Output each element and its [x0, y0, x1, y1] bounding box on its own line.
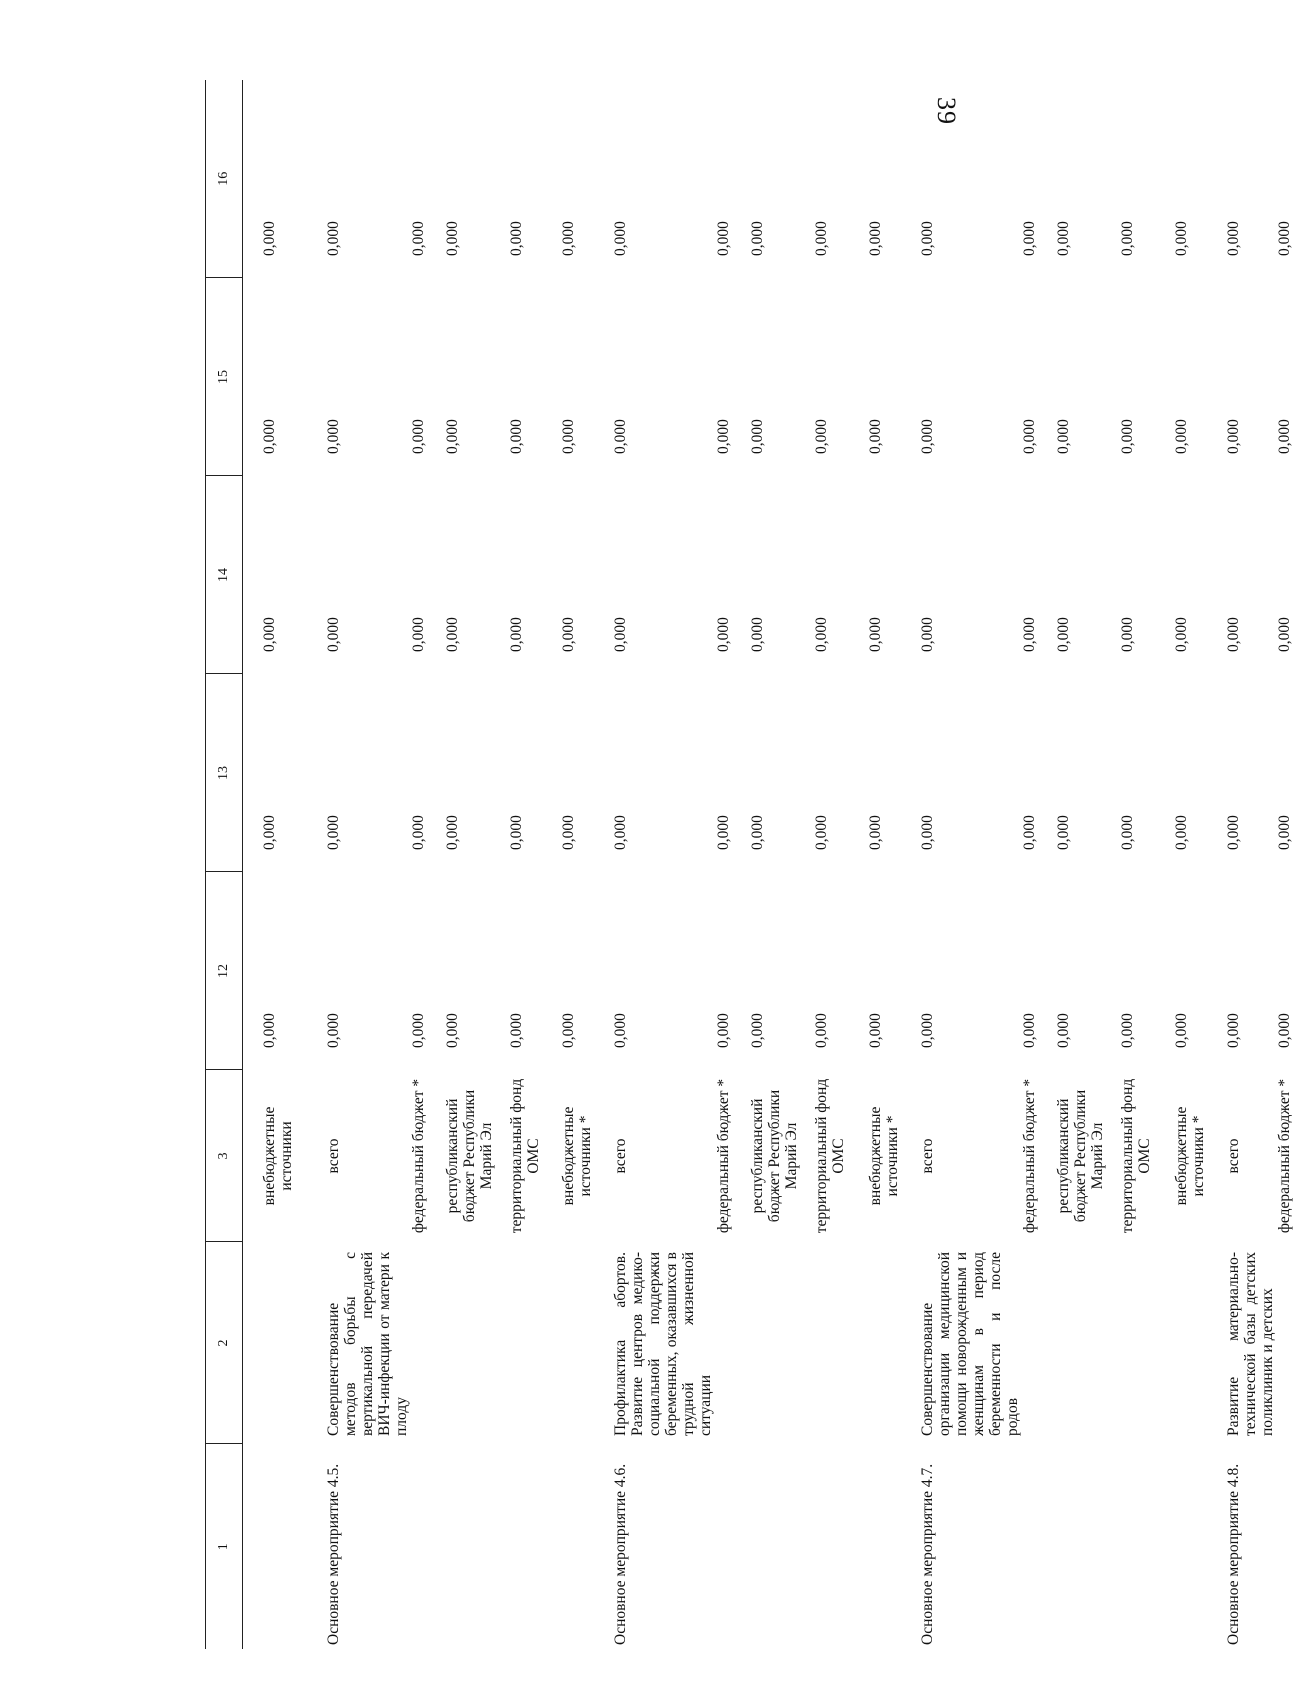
value-cell: 0,000	[1224, 815, 1242, 850]
activity-cell	[410, 1444, 444, 1649]
value-cell: 0,000	[1275, 419, 1293, 454]
value-cell: 0,000	[444, 617, 462, 652]
value-cell: 0,000	[1172, 221, 1190, 256]
value-cell: 0,000	[1054, 815, 1072, 850]
value-cell: 0,000	[560, 419, 578, 454]
value-cell: 0,000	[261, 419, 278, 454]
value-cell: 0,000	[444, 221, 462, 256]
table-row	[560, 80, 612, 1649]
description-cell	[749, 1242, 813, 1444]
description-cell	[1119, 1242, 1173, 1444]
description-cell	[243, 1242, 326, 1444]
value-cell: 0,000	[1054, 221, 1072, 256]
value-cell: 0,000	[866, 221, 884, 256]
value-cell: 0,000	[444, 1013, 462, 1048]
funding-source-cell: республиканский бюджет Республики Марий Эл	[748, 1089, 800, 1223]
value-cell: 0,000	[325, 617, 342, 652]
value-cell: 0,000	[812, 617, 830, 652]
header-col-3: 3	[206, 1070, 243, 1242]
value-cell: 0,000	[748, 419, 766, 454]
table-row	[1225, 80, 1276, 1649]
value-cell: 0,000	[918, 617, 936, 652]
activity-cell	[715, 1444, 749, 1649]
value-cell: 0,000	[1224, 1013, 1242, 1048]
value-cell: 0,000	[1054, 617, 1072, 652]
value-cell: 0,000	[1020, 617, 1038, 652]
value-cell: 0,000	[812, 221, 830, 256]
value-cell: 0,000	[1224, 221, 1242, 256]
table-row	[444, 80, 508, 1649]
description-cell	[508, 1242, 560, 1444]
table-row	[1055, 80, 1119, 1649]
value-cell: 0,000	[1020, 419, 1038, 454]
value-cell: 0,000	[612, 1013, 630, 1048]
description-cell: Развитие материально-технической базы детских поликлиник и детских	[1224, 1252, 1276, 1436]
funding-source-cell: внебюджетные источники *	[560, 1106, 595, 1206]
funding-table	[205, 80, 1310, 1649]
value-cell: 0,000	[410, 221, 428, 256]
funding-source-cell: федеральный бюджет *	[1020, 1078, 1038, 1234]
table-row	[867, 80, 919, 1649]
value-cell: 0,000	[866, 1013, 884, 1048]
table-row	[243, 80, 326, 1649]
value-cell: 0,000	[714, 419, 732, 454]
funding-source-cell: республиканский бюджет Республики Марий Эл	[1054, 1089, 1106, 1223]
header-row	[206, 80, 243, 1649]
funding-source-cell: территориальный фонд ОМС	[1118, 1078, 1153, 1234]
activity-cell	[444, 1444, 508, 1649]
funding-source-cell: всего	[1224, 1138, 1242, 1174]
value-cell: 0,000	[1020, 221, 1038, 256]
value-cell: 0,000	[560, 221, 578, 256]
value-cell: 0,000	[1224, 419, 1242, 454]
funding-source-cell: всего	[325, 1138, 342, 1174]
table-row	[749, 80, 813, 1649]
value-cell: 0,000	[1275, 617, 1293, 652]
value-cell: 0,000	[508, 1013, 526, 1048]
table-row	[1276, 80, 1310, 1649]
value-cell: 0,000	[866, 815, 884, 850]
description-cell	[715, 1242, 749, 1444]
description-cell: Совершенствование методов борьбы с вертикальной передачей ВИЧ-инфекции от матери к плоду	[325, 1252, 411, 1436]
description-cell: Профилактика абортов. Развитие центров медико-социальной поддержки беременных, оказавшихся в трудной жизненной ситуации	[612, 1252, 715, 1436]
value-cell: 0,000	[714, 815, 732, 850]
funding-source-cell: территориальный фонд ОМС	[508, 1078, 543, 1234]
funding-source-cell: внебюджетные источники *	[866, 1106, 901, 1206]
value-cell: 0,000	[918, 419, 936, 454]
funding-source-cell: республиканский бюджет Республики Марий Эл	[444, 1089, 496, 1223]
value-cell: 0,000	[866, 419, 884, 454]
header-col-14: 14	[206, 476, 243, 674]
description-cell	[867, 1242, 919, 1444]
description-cell	[444, 1242, 508, 1444]
value-cell: 0,000	[1275, 1013, 1293, 1048]
activity-cell	[1173, 1444, 1225, 1649]
value-cell: 0,000	[918, 1013, 936, 1048]
header-col-15: 15	[206, 278, 243, 476]
activity-cell	[1276, 1444, 1310, 1649]
value-cell: 0,000	[261, 815, 278, 850]
value-cell: 0,000	[410, 815, 428, 850]
value-cell: 0,000	[508, 815, 526, 850]
activity-cell	[867, 1444, 919, 1649]
activity-cell	[560, 1444, 612, 1649]
value-cell: 0,000	[812, 1013, 830, 1048]
value-cell: 0,000	[748, 815, 766, 850]
table-row	[919, 80, 1021, 1649]
funding-source-cell: федеральный бюджет *	[714, 1078, 732, 1234]
table-row	[1173, 80, 1225, 1649]
page-number: 39	[932, 97, 961, 125]
activity-cell	[749, 1444, 813, 1649]
description-cell	[813, 1242, 867, 1444]
value-cell: 0,000	[261, 221, 278, 256]
funding-source-cell: внебюджетные источники	[261, 1106, 296, 1206]
value-cell: 0,000	[508, 221, 526, 256]
value-cell: 0,000	[444, 815, 462, 850]
value-cell: 0,000	[612, 617, 630, 652]
value-cell: 0,000	[1224, 617, 1242, 652]
description-cell	[560, 1242, 612, 1444]
activity-cell	[243, 1444, 326, 1649]
value-cell: 0,000	[1118, 815, 1136, 850]
value-cell: 0,000	[325, 815, 342, 850]
value-cell: 0,000	[812, 419, 830, 454]
value-cell: 0,000	[560, 815, 578, 850]
value-cell: 0,000	[748, 221, 766, 256]
header-col-13: 13	[206, 674, 243, 872]
description-cell	[1055, 1242, 1119, 1444]
funding-source-cell: внебюджетные источники *	[1172, 1106, 1207, 1206]
rotated-table-area	[205, 81, 1293, 1649]
activity-cell	[813, 1444, 867, 1649]
activity-cell: Основное мероприятие 4.8.	[1224, 1463, 1242, 1645]
value-cell: 0,000	[410, 617, 428, 652]
funding-source-cell: всего	[612, 1138, 630, 1174]
value-cell: 0,000	[261, 1013, 278, 1048]
activity-cell: Основное мероприятие 4.6.	[612, 1463, 630, 1645]
activity-cell	[1055, 1444, 1119, 1649]
table-row	[508, 80, 560, 1649]
header-col-16: 16	[206, 80, 243, 278]
value-cell: 0,000	[748, 1013, 766, 1048]
table-body	[243, 80, 1310, 1649]
header-col-1: 1	[206, 1444, 243, 1649]
value-cell: 0,000	[748, 617, 766, 652]
table-row	[1021, 80, 1055, 1649]
funding-source-cell: федеральный бюджет *	[410, 1078, 428, 1234]
value-cell: 0,000	[1172, 1013, 1190, 1048]
table-row	[612, 80, 714, 1649]
activity-cell	[508, 1444, 560, 1649]
table-row	[325, 80, 410, 1649]
value-cell: 0,000	[714, 221, 732, 256]
value-cell: 0,000	[1275, 221, 1293, 256]
value-cell: 0,000	[1054, 1013, 1072, 1048]
value-cell: 0,000	[866, 617, 884, 652]
value-cell: 0,000	[1118, 617, 1136, 652]
table-row	[715, 80, 749, 1649]
description-cell	[1021, 1242, 1055, 1444]
value-cell: 0,000	[508, 617, 526, 652]
value-cell: 0,000	[1020, 815, 1038, 850]
description-cell	[1173, 1242, 1225, 1444]
value-cell: 0,000	[325, 419, 342, 454]
value-cell: 0,000	[410, 419, 428, 454]
funding-source-cell: федеральный бюджет *	[1275, 1078, 1293, 1234]
value-cell: 0,000	[612, 221, 630, 256]
funding-source-cell: всего	[918, 1138, 936, 1174]
header-col-2: 2	[206, 1242, 243, 1444]
value-cell: 0,000	[325, 1013, 342, 1048]
value-cell: 0,000	[714, 617, 732, 652]
value-cell: 0,000	[325, 221, 342, 256]
description-cell	[1276, 1242, 1310, 1444]
header-col-12: 12	[206, 872, 243, 1070]
value-cell: 0,000	[410, 1013, 428, 1048]
description-cell	[410, 1242, 444, 1444]
value-cell: 0,000	[1172, 617, 1190, 652]
value-cell: 0,000	[560, 617, 578, 652]
funding-source-cell: территориальный фонд ОМС	[812, 1078, 847, 1234]
activity-cell: Основное мероприятие 4.5.	[325, 1463, 342, 1645]
value-cell: 0,000	[1172, 815, 1190, 850]
value-cell: 0,000	[261, 617, 278, 652]
table-row	[813, 80, 867, 1649]
value-cell: 0,000	[1020, 1013, 1038, 1048]
value-cell: 0,000	[612, 419, 630, 454]
table-row	[1119, 80, 1173, 1649]
activity-cell	[1021, 1444, 1055, 1649]
activity-cell	[1119, 1444, 1173, 1649]
description-cell: Совершенствование организации медицинской помощи новорожденным и женщинам в период беременности и после родов	[918, 1252, 1021, 1436]
value-cell: 0,000	[560, 1013, 578, 1048]
value-cell: 0,000	[1118, 221, 1136, 256]
table-row	[410, 80, 444, 1649]
value-cell: 0,000	[508, 419, 526, 454]
value-cell: 0,000	[714, 1013, 732, 1048]
value-cell: 0,000	[812, 815, 830, 850]
value-cell: 0,000	[1054, 419, 1072, 454]
value-cell: 0,000	[918, 815, 936, 850]
value-cell: 0,000	[1275, 815, 1293, 850]
value-cell: 0,000	[612, 815, 630, 850]
value-cell: 0,000	[1172, 419, 1190, 454]
value-cell: 0,000	[1118, 1013, 1136, 1048]
activity-cell: Основное мероприятие 4.7.	[918, 1463, 936, 1645]
value-cell: 0,000	[918, 221, 936, 256]
value-cell: 0,000	[444, 419, 462, 454]
value-cell: 0,000	[1118, 419, 1136, 454]
